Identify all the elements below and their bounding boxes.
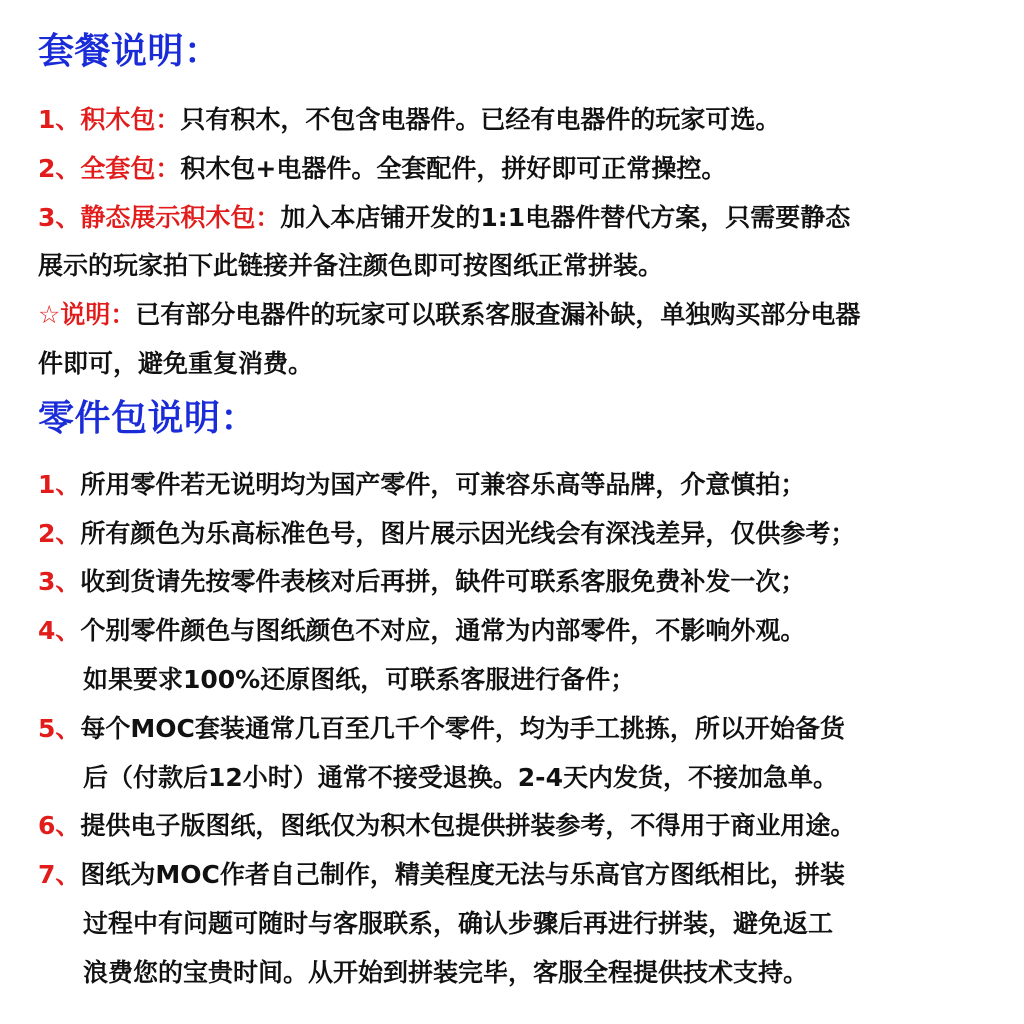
note-continuation: 件即可，避免重复消费。 [38,348,314,378]
item-text: 图纸为MOC作者自己制作，精美程度无法与乐高官方图纸相比，拼装 [80,860,845,890]
parts-item-1 [38,461,996,510]
parts-item-5 [38,705,996,803]
item-number: 6、 [38,811,81,841]
item-label: 3、静态展示积木包： [38,202,281,232]
item-number: 4、 [38,616,81,646]
parts-description-title: 零件包说明： [38,397,258,439]
package-note [38,291,996,389]
item-text: 所用零件若无说明均为国产零件，可兼容乐高等品牌，介意慎拍； [80,469,806,499]
item-continuation: 浪费您的宝贵时间。从开始到拼装完毕，客服全程提供技术支持。 [83,957,809,987]
item-label: 1、积木包： [38,105,181,134]
item-number: 2、 [38,518,81,548]
item-number: 3、 [38,567,81,597]
item-label: 2、全套包： [38,153,181,183]
note-text: 已有部分电器件的玩家可以联系客服查漏补缺，单独购买部分电器 [135,300,861,330]
package-item-1 [38,96,996,145]
item-continuation: 过程中有问题可随时与客服联系，确认步骤后再进行拼装，避免返工 [83,908,834,938]
item-text: 加入本店铺开发的1:1电器件替代方案，只需要静态 [280,202,851,232]
item-text: 每个MOC套装通常几百至几千个零件，均为手工挑拣，所以开始备货 [80,713,845,743]
package-description-title: 套餐说明： [38,31,221,72]
parts-item-6 [38,802,996,851]
item-number: 7、 [38,860,81,890]
item-continuation: 如果要求100%还原图纸，可联系客服进行备件； [83,664,636,694]
parts-item-2 [38,510,996,559]
parts-item-3 [38,558,996,607]
item-number: 1、 [38,469,81,499]
item-continuation: 展示的玩家拍下此链接并备注颜色即可按图纸正常拼装。 [38,251,664,281]
parts-item-7 [38,851,996,997]
parts-item-4 [38,607,996,705]
item-text: 收到货请先按零件表核对后再拼，缺件可联系客服免费补发一次； [80,567,806,597]
item-text: 只有积木，不包含电器件。已经有电器件的玩家可选。 [180,105,781,134]
package-item-2 [38,145,996,194]
item-number: 5、 [38,713,81,743]
item-text: 所有颜色为乐高标准色号，图片展示因光线会有深浅差异，仅供参考； [80,518,856,548]
item-text: 提供电子版图纸，图纸仅为积木包提供拼装参考，不得用于商业用途。 [80,811,856,841]
item-text: 积木包+电器件。全套配件，拼好即可正常操控。 [180,153,727,183]
note-label: ☆说明： [38,300,136,330]
item-continuation: 后（付款后12小时）通常不接受退换。2-4天内发货，不接加急单。 [83,762,838,792]
item-text: 个别零件颜色与图纸颜色不对应，通常为内部零件，不影响外观。 [80,616,806,646]
package-item-3 [38,194,996,292]
